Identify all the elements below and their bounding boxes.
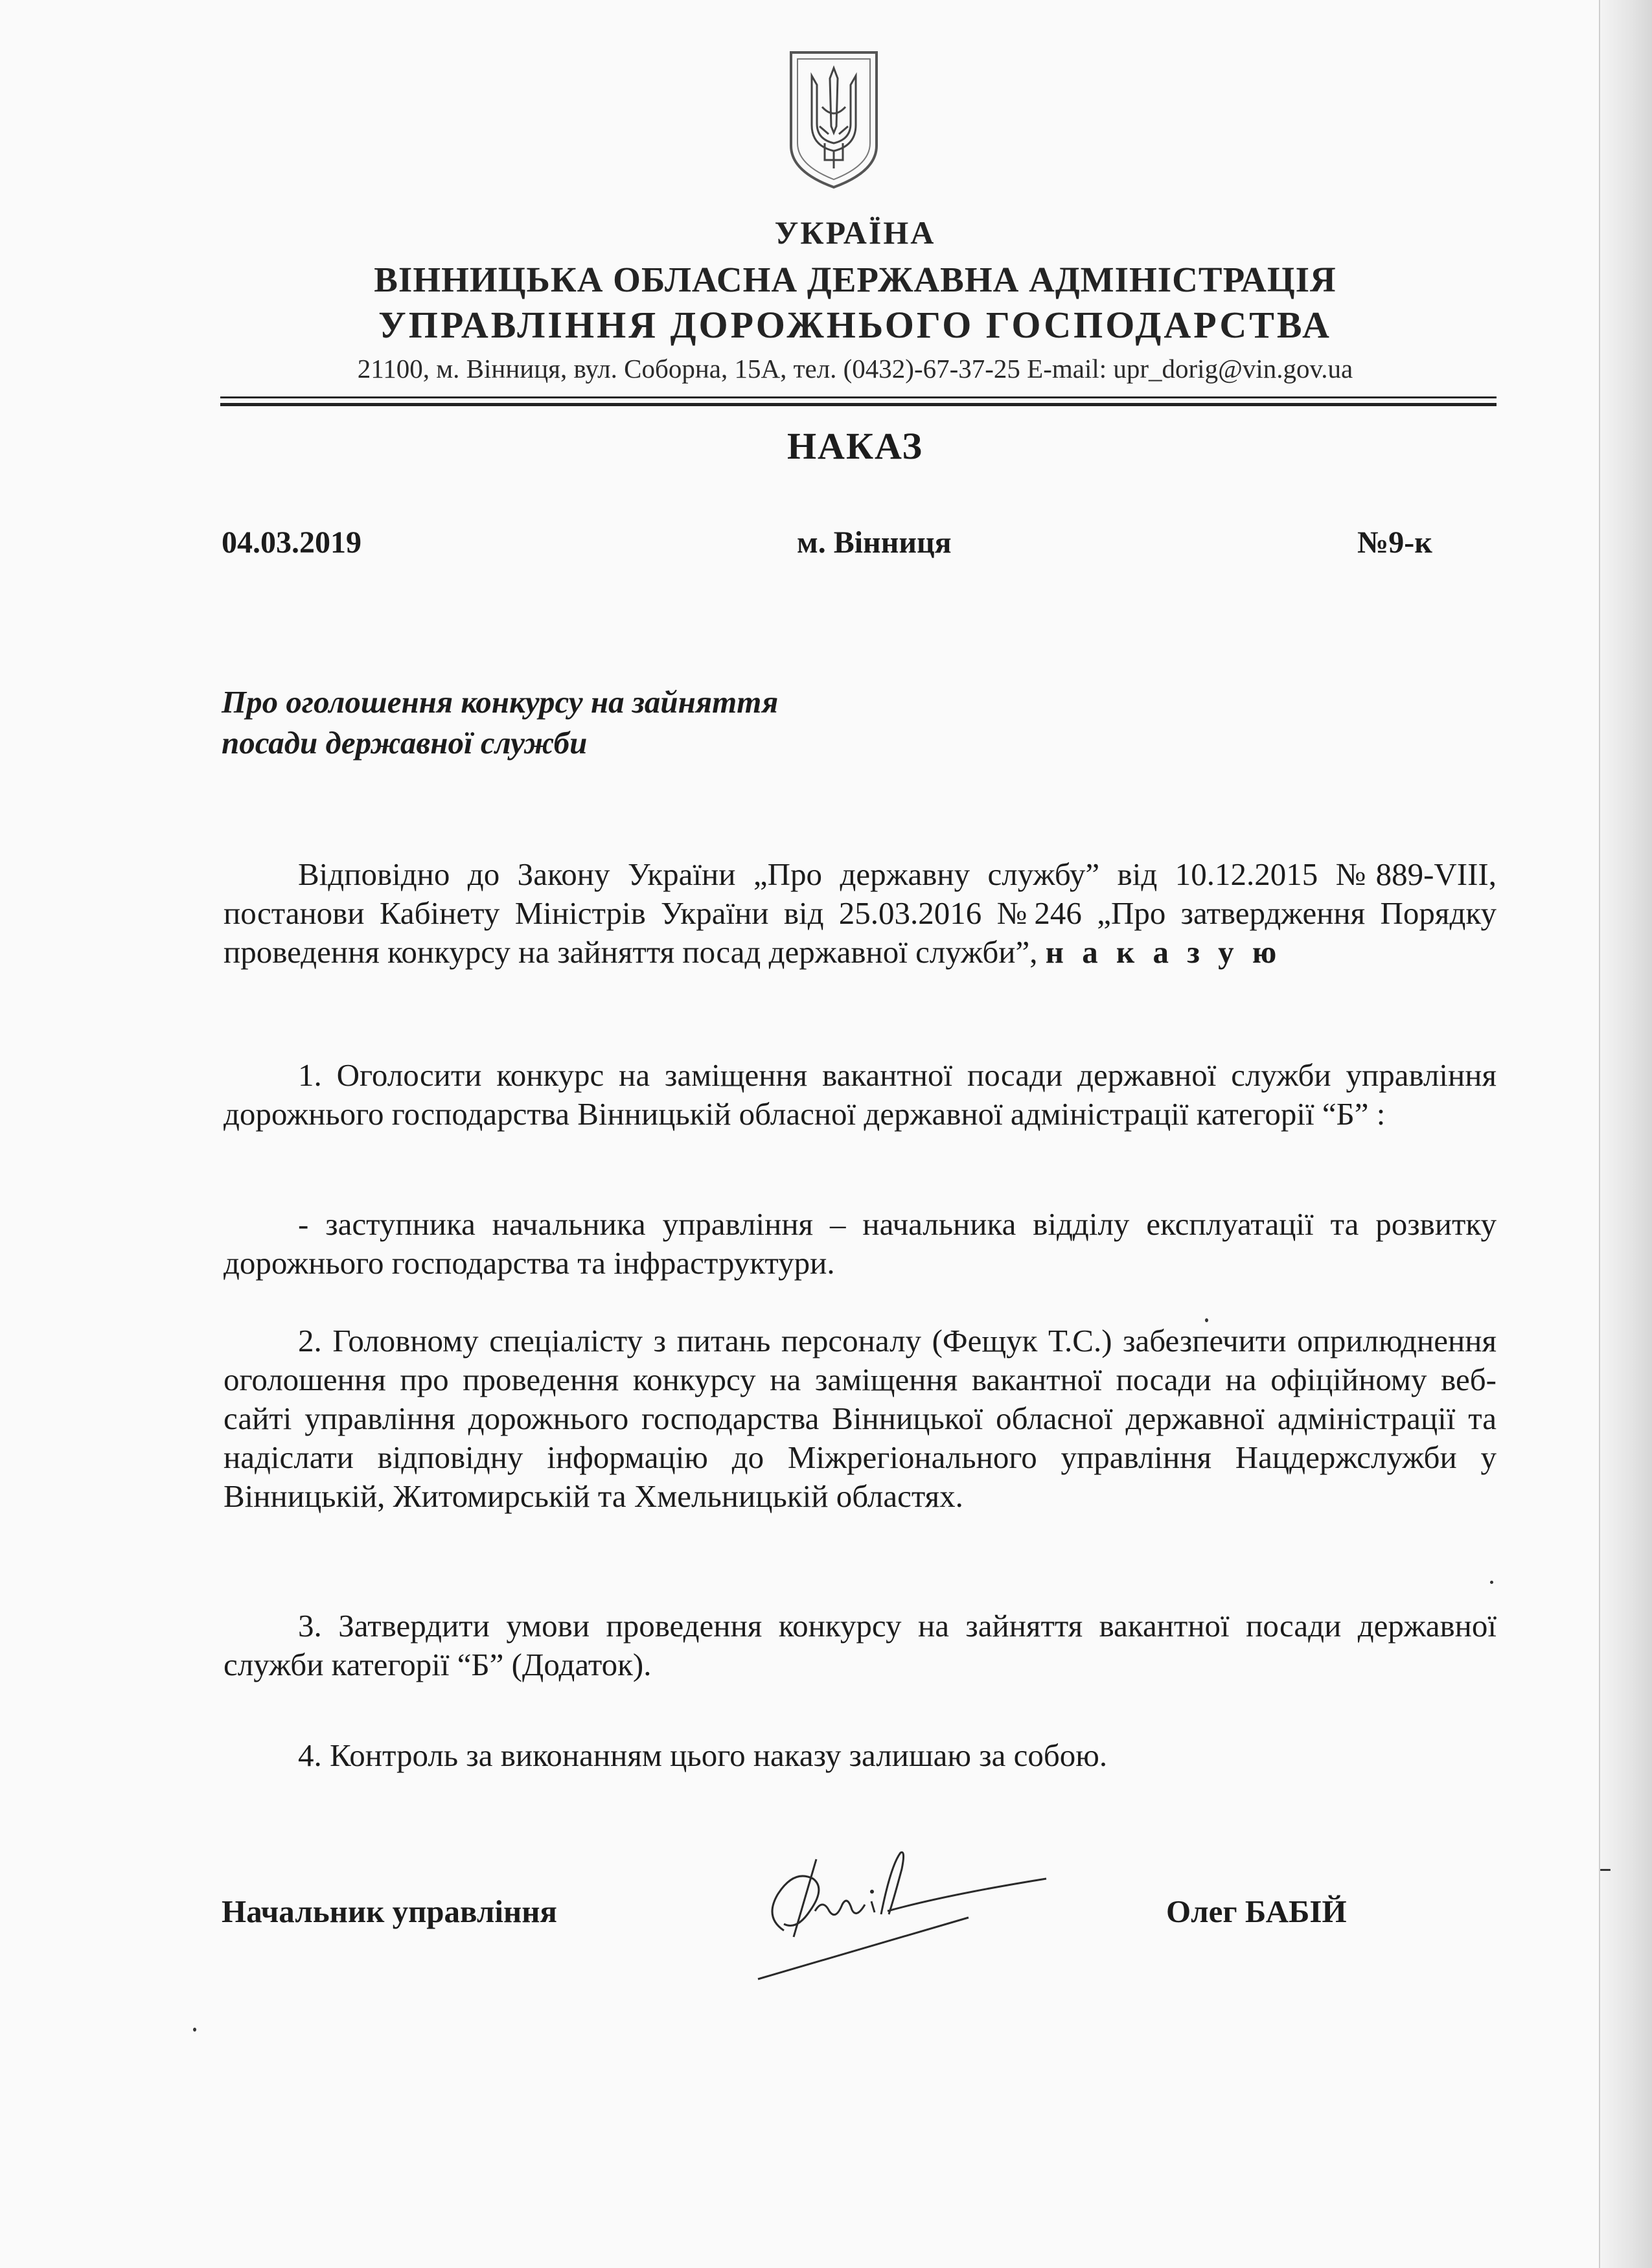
handwritten-signature [739,1840,1062,1995]
coat-of-arms-trident-icon [786,49,882,191]
document-title: НАКАЗ [786,425,924,467]
header-administration: ВІННИЦЬКА ОБЛАСНА ДЕРЖАВНА АДМІНІСТРАЦІЯ [374,260,1337,299]
order-date: 04.03.2019 [222,525,361,560]
order-item-4: 4. Контроль за виконанням цього наказу залишаю за собою. [298,1737,1108,1773]
scan-speck [1600,1869,1611,1871]
header-divider-thick [220,403,1497,406]
signatory-position: Начальник управління [222,1894,557,1929]
order-item-1: 1. Оголосити конкурс на заміщення вакантної посади державної служби управління дорожнього господарства Вінницькій обласної державної адміністрації категорії “Б” : [224,1057,1497,1132]
header-address: 21100, м. Вінниця, вул. Соборна, 15А, тел. (0432)-67-37-25 E-mail: upr_dorig@vin.gov.ua [357,354,1353,384]
scan-speck [1205,1318,1208,1322]
subject-line-2: посади державної служби [222,725,588,761]
order-number: №9-к [1357,525,1432,560]
order-item-1-position: - заступника начальника управління – начальника відділу експлуатації та розвитку дорожнього господарства та інфраструктури. [224,1206,1497,1281]
order-directive: н а к а з у ю [1045,934,1282,970]
scan-speck [1490,1581,1493,1584]
scan-speck [193,2028,196,2032]
intro-paragraph [224,855,1497,972]
order-city: м. Вінниця [797,525,952,560]
header-divider-thin [220,396,1497,398]
order-item-3: 3. Затвердити умови проведення конкурсу на зайняття вакантної посади державної служби категорії “Б” (Додаток). [224,1608,1497,1682]
subject-line-1: Про оголошення конкурсу на зайняття [222,684,779,720]
order-item-2: 2. Головному спеціалісту з питань персоналу (Фещук Т.С.) забезпечити оприлюднення оголошення про проведення конкурсу на заміщення вакантної посади на офіційному веб-сайті управління дорожнього господарства Вінницької обласної державної адміністрації та надіслати відповідну інформацію до Міжрегіонального управління Нацдержслужби у Вінницькій, Житомирській та Хмельницькій областях. [224,1323,1497,1514]
intro-text: Відповідно до Закону України „Про державну службу” від 10.12.2015 №889-VIII, постанови Кабінету Міністрів України від 25.03.2016 №246 „Про затвердження Порядку проведення конкурсу на зайняття посад державної служби”, [224,856,1497,970]
header-department: УПРАВЛІННЯ ДОРОЖНЬОГО ГОСПОДАРСТВА [378,304,1332,346]
signatory-name: Олег БАБІЙ [1166,1894,1347,1929]
header-country: УКРАЇНА [774,214,936,251]
